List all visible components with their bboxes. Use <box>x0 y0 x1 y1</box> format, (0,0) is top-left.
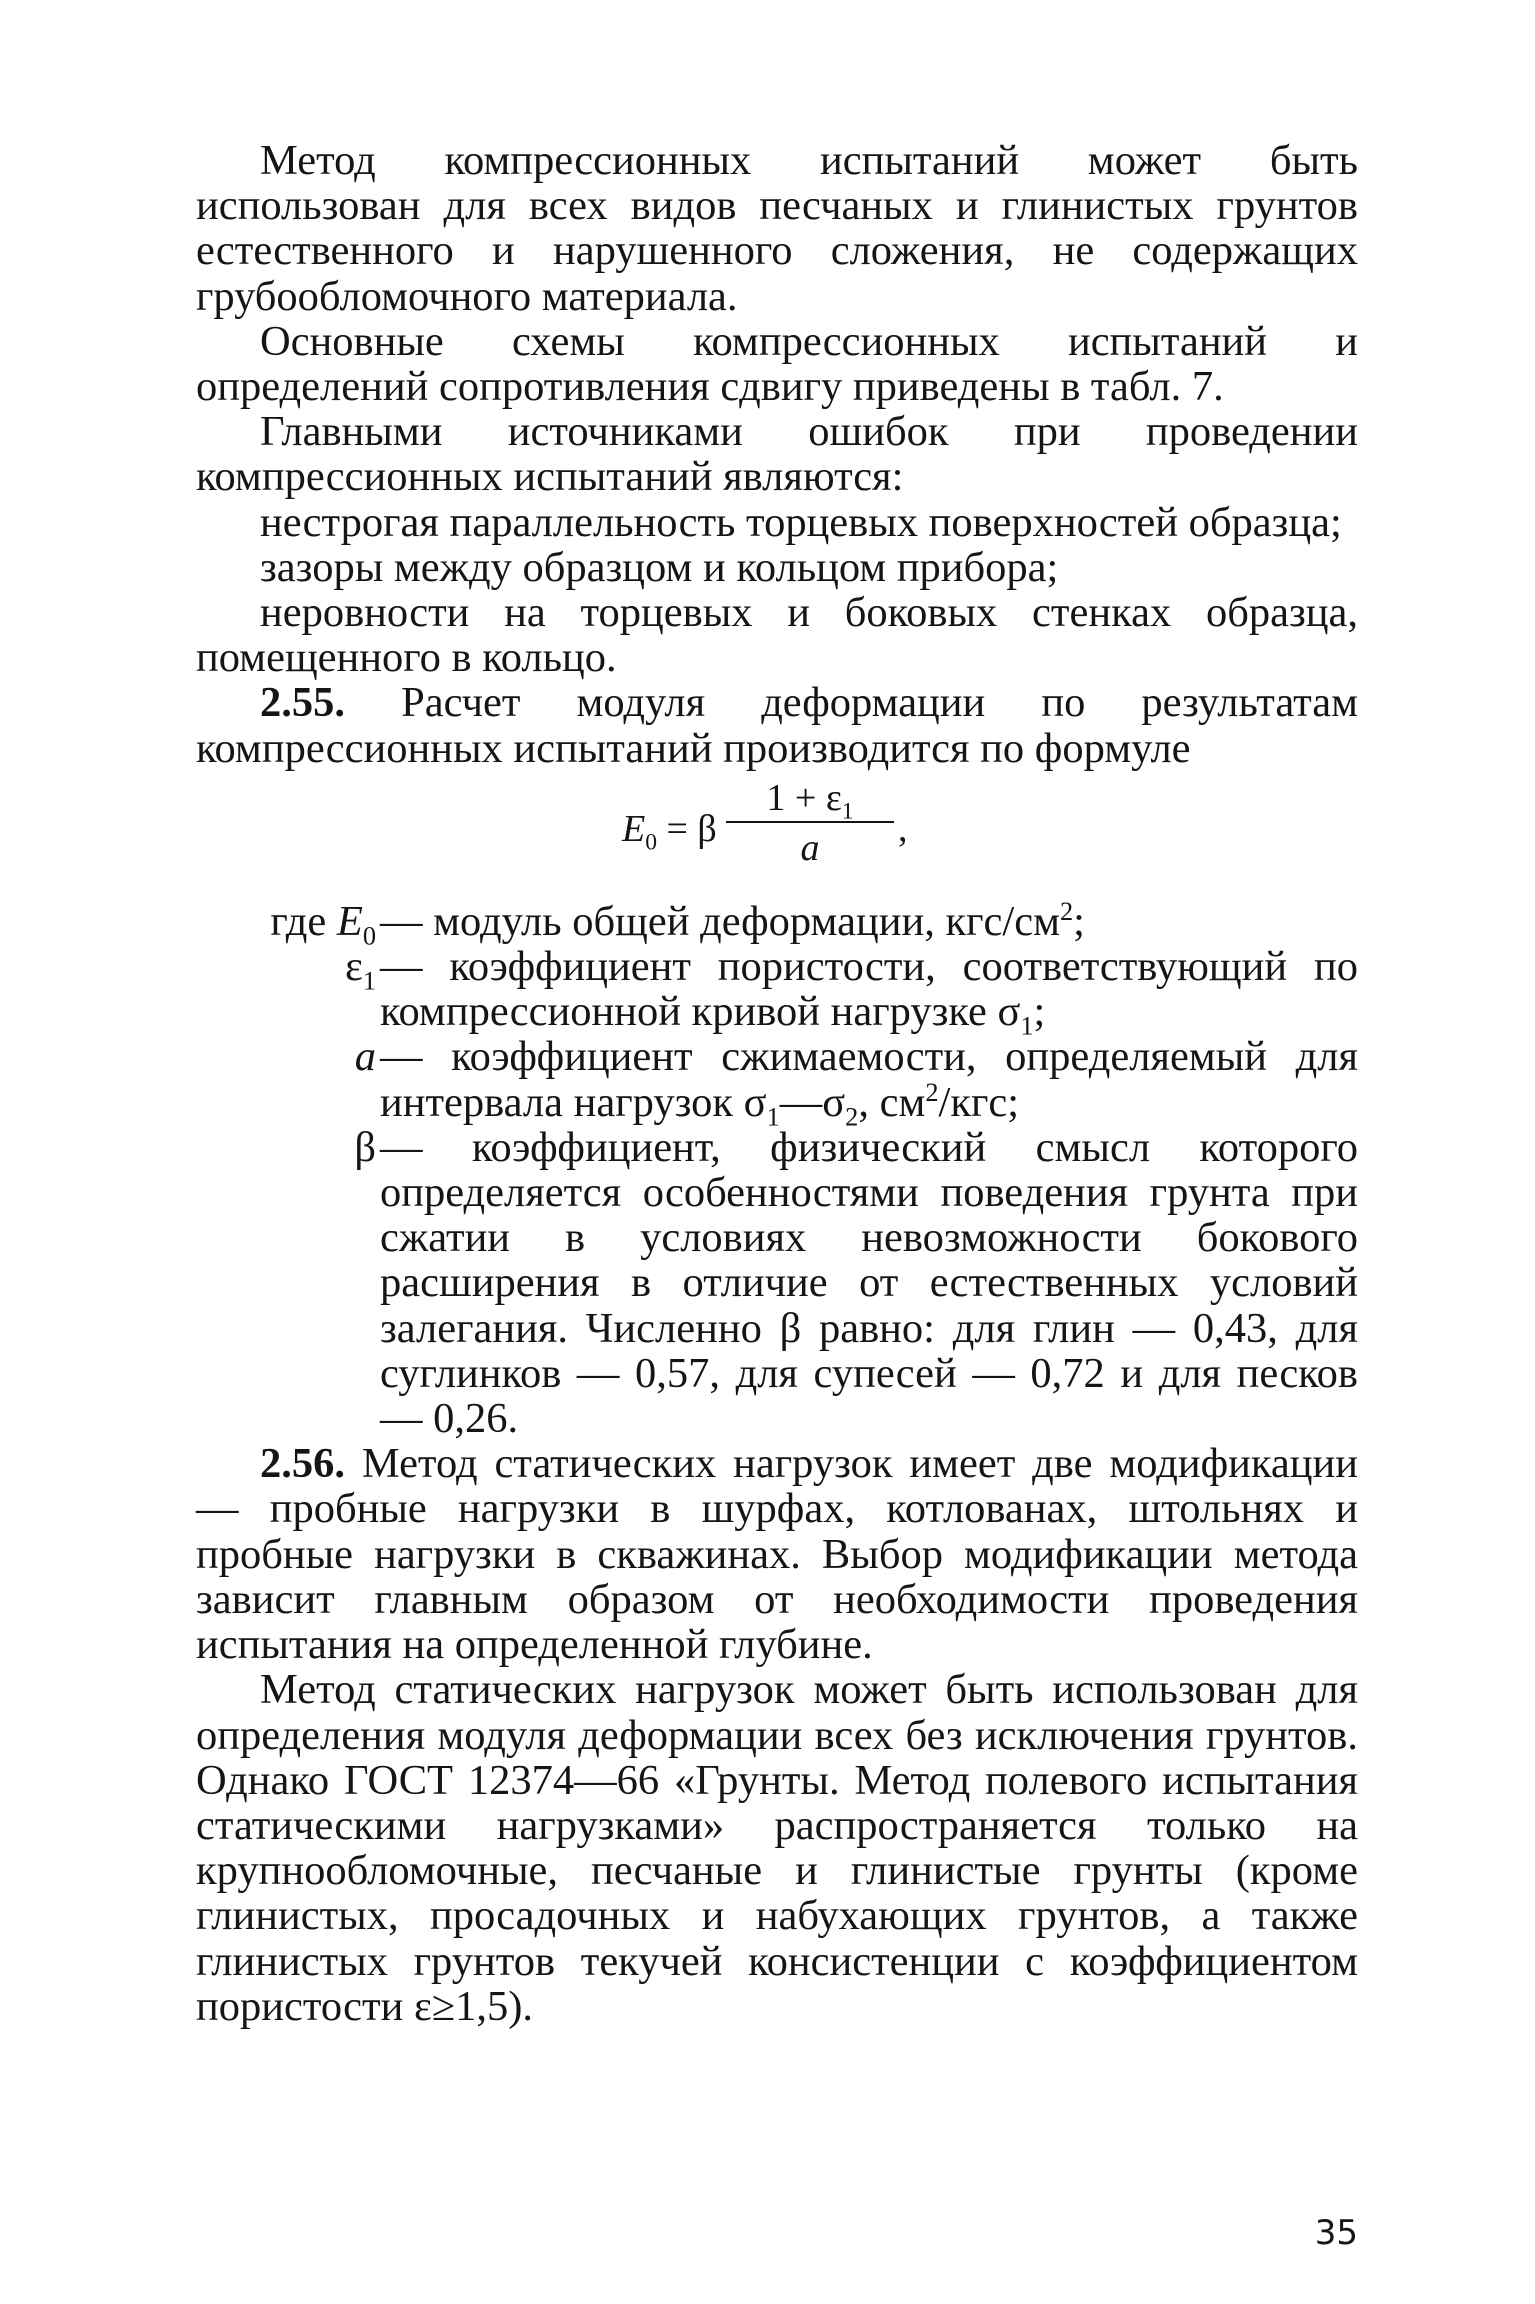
paragraph-error-roughness: неровности на торцевых и боковых стенках образца, помещенного в кольцо. <box>196 589 1358 682</box>
paragraph-section-2-56 <box>196 1441 1358 1667</box>
formula-fraction <box>726 777 894 869</box>
page-number: 35 <box>1314 2213 1358 2253</box>
formula-comma: , <box>898 807 908 850</box>
formula-lhs: $E_0 = \beta$ <box>622 807 717 856</box>
definition-epsilon: $\varepsilon_1$ — коэффициент пористости, соответствующий по компрессионной кривой нагрузке $\sigma_1$; <box>344 943 1358 1041</box>
section-number: 2.55. <box>260 679 345 727</box>
paragraph-error-parallelism: нестрогая параллельность торцевых поверхностей образца; <box>260 498 1342 546</box>
formula-numerator: $1 + \varepsilon_1$ <box>766 776 854 825</box>
paragraph-static-loads: Метод статических нагрузок может быть использован для определения модуля деформации всех без исключения грунтов. Однако ГОСТ 12374—66 «Грунты. Метод полевого испытания статическими нагрузками» распространяется только на крупнообломочные, песчаные и глинистые грунты (кроме глинистых, просадочных и набухающих грунтов, а также глинистых грунтов текучей консистенции с коэффициентом пористости ε≥1,5). <box>196 1666 1358 2030</box>
definition-a: a — коэффициент сжимаемости, определяемый для интервала нагрузок $\sigma_1—\sigma_2$, $см^2$/кгс; <box>354 1033 1358 1132</box>
paragraph-error-sources: Главными источниками ошибок при проведении компрессионных испытаний являются: <box>196 408 1358 501</box>
definition-e0: где $E_0$ — модуль общей деформации, кгс/$см^2$; <box>270 896 1085 951</box>
formula-denominator: a <box>800 826 820 869</box>
paragraph-section-2-55 <box>196 680 1358 770</box>
section-text: Метод статических нагрузок имеет две модификации — пробные нагрузки в шурфах, котлованах, штольнях и пробные нагрузки в скважинах. Выбор модификации метода зависит главным образом от необходимости проведения испытания на определенной глубине. <box>196 1440 1358 1669</box>
deformation-modulus-formula <box>196 777 1358 889</box>
section-number: 2.56. <box>260 1440 345 1488</box>
section-text: Расчет модуля деформации по результатам компрессионных испытаний производится по формуле <box>196 679 1358 772</box>
paragraph-compression-method: Метод компрессионных испытаний может быть использован для всех видов песчаных и глинистых грунтов естественного и нарушенного сложения, не содержащих грубообломочного материала. <box>196 137 1358 320</box>
fraction-bar <box>726 821 894 823</box>
body-text <box>196 138 1358 2029</box>
definition-beta: β — коэффициент, физический смысл которого определяется особенностями поведения грунта при сжатии в условиях невозможности бокового расширения в отличие от естественных условий залегания. Численно β равно: для глин — 0,43, для суглинков — 0,57, для супесей — 0,72 и для песков — 0,26. <box>354 1123 1358 1443</box>
paragraph-test-schemes: Основные схемы компрессионных испытаний и определений сопротивления сдвигу приведены в табл. 7. <box>196 317 1358 411</box>
paragraph-error-gaps: зазоры между образцом и кольцом прибора; <box>260 543 1059 591</box>
